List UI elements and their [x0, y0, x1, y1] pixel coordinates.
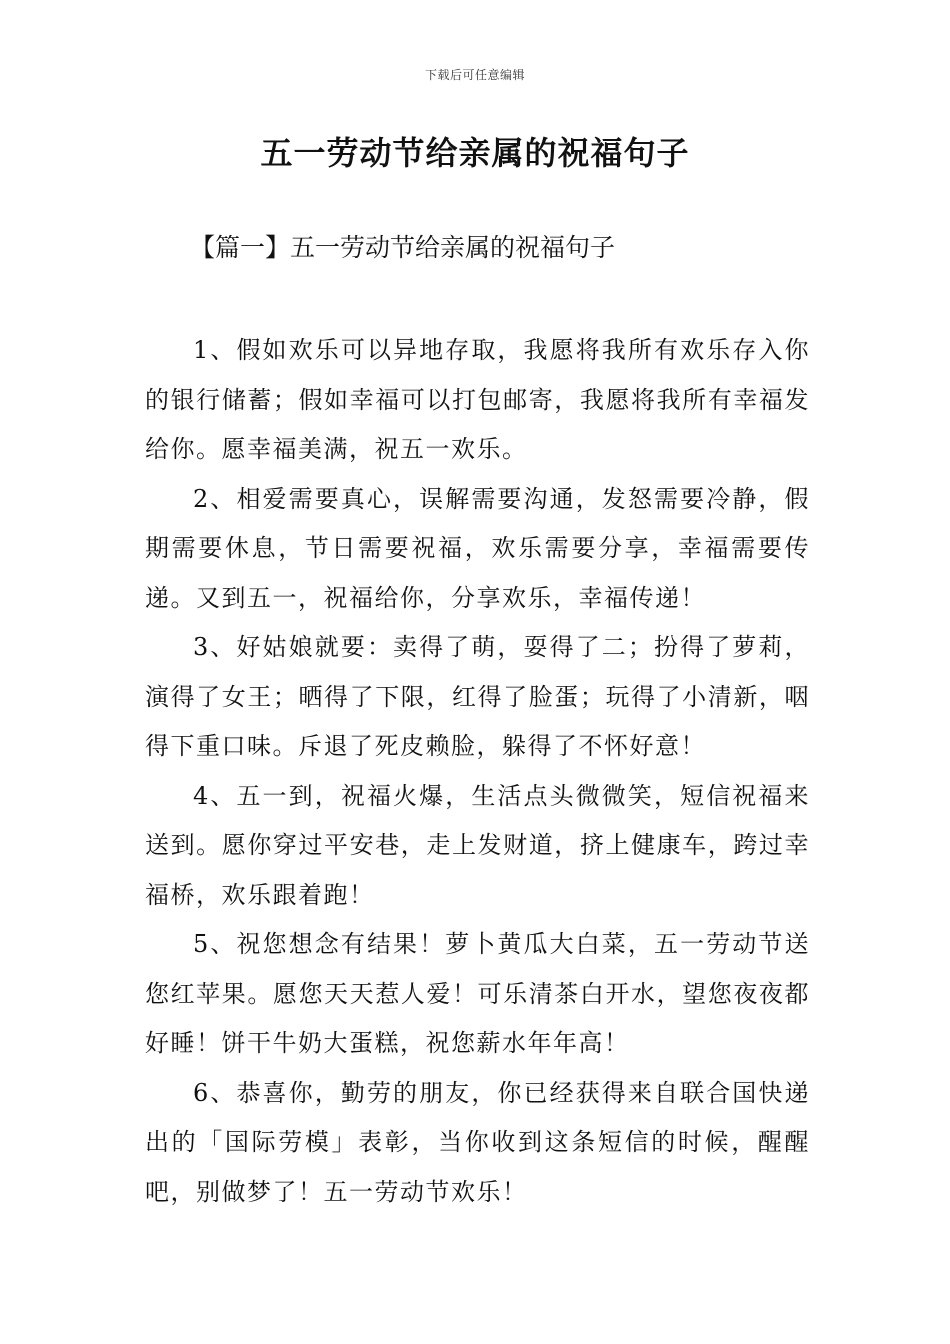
paragraph: 1、假如欢乐可以异地存取，我愿将我所有欢乐存入你的银行储蓄；假如幸福可以打包邮寄，我愿将我所有幸福发给你。愿幸福美满，祝五一欢乐。: [145, 336, 810, 463]
paragraph: 6、恭喜你，勤劳的朋友，你已经获得来自联合国快递出的「国际劳模」表彰，当你收到这条短信的时候，醒醒吧，别做梦了！五一劳动节欢乐！: [145, 1078, 810, 1206]
section-heading: 【篇一】五一劳动节给亲属的祝福句子: [190, 233, 616, 262]
header-note: 下载后可任意编辑: [424, 68, 525, 82]
paragraph: 2、相爱需要真心，误解需要沟通，发怒需要冷静，假期需要休息，节日需要祝福，欢乐需要分享，幸福需要传递。又到五一，祝福给你，分享欢乐，幸福传递！: [145, 484, 810, 612]
paragraph: 4、五一到，祝福火爆，生活点头微微笑，短信祝福来送到。愿你穿过平安巷，走上发财道，挤上健康车，跨过幸福桥，欢乐跟着跑！: [145, 781, 810, 909]
page-title: 五一劳动节给亲属的祝福句子: [260, 134, 690, 172]
paragraph: 5、祝您想念有结果！萝卜黄瓜大白菜，五一劳动节送您红苹果。愿您天天惹人爱！可乐清茶白开水，望您夜夜都好睡！饼干牛奶大蛋糕，祝您薪水年年高！: [145, 930, 810, 1057]
paragraph: 3、好姑娘就要：卖得了萌，耍得了二；扮得了萝莉，演得了女王；晒得了下限，红得了脸蛋；玩得了小清新，咽得下重口味。斥退了死皮赖脸，躲得了不怀好意！: [145, 633, 810, 760]
document-body: [145, 326, 810, 1217]
